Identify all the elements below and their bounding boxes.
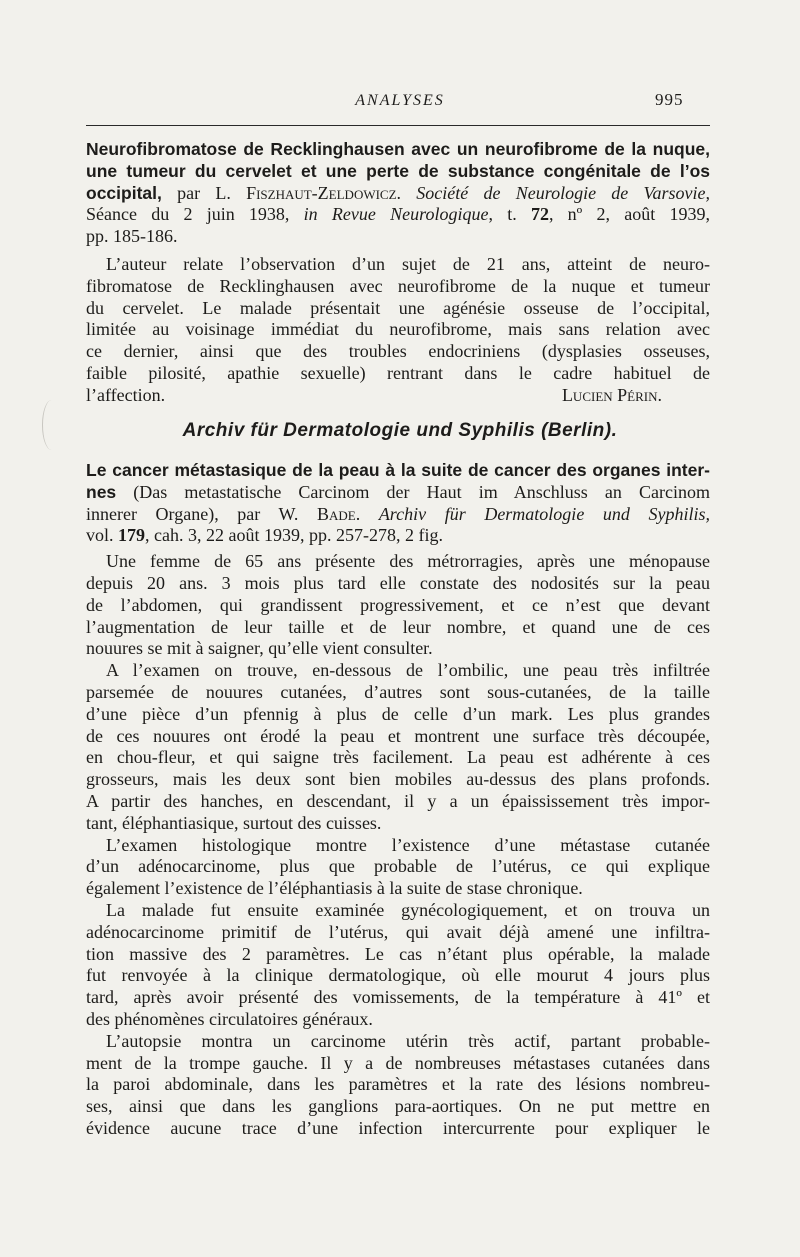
body-line-last	[86, 385, 710, 407]
body-line: limitée au voisinage immédiat du neurofibrome, mais sans relation avec	[86, 319, 710, 340]
body-line: adénocarcinome primitif de l’utérus, qui avait déjà amené une infiltra-	[86, 921, 710, 942]
article-1-title-end: occipital,	[86, 182, 162, 203]
ref-text: Séance du 2 juin 1938,	[86, 204, 304, 225]
body-line: A l’examen on trouve, en-dessous de l’ombilic, une peau très infiltrée	[106, 660, 710, 681]
article-2-journal: Archiv für Dermatologie und Syphilis,	[378, 503, 710, 524]
body-line: de ces nouures ont érodé la peau et montrent une surface très découpée,	[86, 725, 710, 746]
ref-text: vol.	[86, 525, 119, 546]
body-line: parsemée de nouures cutanées, d’autres sont sous-cutanées, de la taille	[86, 681, 710, 702]
body-line: ses, ainsi que dans les ganglions para-aortiques. On ne put mettre en	[86, 1096, 710, 1117]
body-line: évidence aucune trace d’une infection intercurrente pour expliquer le	[86, 1117, 710, 1138]
running-header-title: ANALYSES	[355, 92, 445, 109]
article-2-volume: 179	[118, 525, 146, 546]
author-signature: Lucien Périn.	[561, 384, 662, 405]
article-2-author: Bade	[316, 503, 356, 524]
body-line-last: également l’existence de l’éléphantiasis à la suite de stase chronique.	[86, 878, 583, 899]
body-line: La malade fut ensuite examinée gynécologiquement, et on trouva un	[106, 899, 710, 920]
article-2-reference-line	[86, 525, 710, 547]
body-line: fut renvoyée à la clinique dermatologique, où elle mourut 4 jours plus	[86, 965, 710, 986]
ref-text: .	[396, 182, 417, 203]
body-line: en chou-fleur, et qui saigne très facilement. La peau est adhérente à ces	[86, 747, 710, 768]
article-2	[86, 460, 710, 1140]
article-1-reference-line	[86, 204, 710, 226]
body-line: A partir des hanches, en descendant, il y a un épaississement très impor-	[86, 790, 710, 811]
page-number: 995	[655, 90, 684, 109]
body-line: d’un adénocarcinome, plus que probable de l’utérus, ce qui explique	[86, 856, 710, 877]
body-line: la paroi abdominale, dans les paramètres et la rate des lésions nombreu-	[86, 1074, 710, 1095]
body-line-last: nouures se mit à saigner, qu’elle vient consulter.	[86, 638, 433, 659]
article-1-body	[86, 254, 710, 407]
body-text: l’affection.	[86, 384, 166, 405]
ref-text: par L.	[161, 182, 247, 203]
ref-text: (Das metastatische Carcinom der Haut im Anschluss an Carcinom	[116, 481, 710, 502]
body-line: ment de la trompe gauche. Il y a de nombreuses métastases cutanées dans	[86, 1052, 710, 1073]
body-line: L’auteur relate l’observation d’un sujet de 21 ans, atteint de neuro-	[106, 253, 710, 274]
article-1-journal: in Revue Neurologique	[303, 204, 489, 225]
article-1-title-line: Neurofibromatose de Recklinghausen avec un neurofibrome de la nuque,	[86, 139, 710, 159]
ref-text: innerer Organe), par W.	[86, 503, 317, 524]
article-2-title-end: nes	[86, 481, 117, 502]
article-2-title-line: Le cancer métastasique de la peau à la suite de cancer des organes inter-	[86, 460, 710, 480]
body-line: L’examen histologique montre l’existence d’une métastase cutanée	[106, 834, 710, 855]
body-line: L’autopsie montra un carcinome utérin très actif, partant probable-	[106, 1030, 710, 1051]
body-line: depuis 20 ans. 3 mois plus tard elle constate des nodosités sur la peau	[86, 572, 710, 593]
ref-text: , t.	[488, 204, 531, 225]
ref-text: , nº 2, août 1939,	[548, 204, 710, 225]
body-line: de l’abdomen, qui grandissent progressivement, et ce n’est que devant	[86, 594, 710, 615]
article-2-reference-line	[86, 504, 710, 526]
body-line-last: des phénomènes circulatoires généraux.	[86, 1008, 373, 1029]
article-1-title-line: une tumeur du cervelet et une perte de substance congénitale de l’os	[86, 160, 710, 181]
body-line: d’une pièce d’un pfennig à plus de celle d’un mark. Les plus grandes	[86, 703, 710, 724]
body-line: l’augmentation de leur taille et de leur nombre, et quand une de ces	[86, 616, 710, 637]
journal-heading: Archiv für Dermatologie und Syphilis (Berlin).	[182, 420, 618, 441]
body-line: tion massive des 2 paramètres. Le cas n’étant plus opérable, la malade	[86, 943, 710, 964]
article-1-reference-line	[86, 183, 710, 205]
article-2-reference-line	[86, 482, 710, 504]
body-line: Une femme de 65 ans présente des métrorragies, après une ménopause	[106, 551, 710, 572]
body-line: tard, après avoir présenté des vomissements, de la température à 41º et	[86, 987, 710, 1008]
body-line: du cervelet. Le malade présentait une agénésie osseuse de l’occipital,	[86, 297, 710, 318]
article-1-author: Fiszhaut-Zeldowicz	[246, 182, 397, 203]
article-1	[86, 139, 710, 407]
header-rule	[86, 125, 710, 126]
body-line: fibromatose de Recklinghausen avec neurofibrome de la nuque et tumeur	[86, 275, 710, 296]
article-1-reference-line: pp. 185-186.	[86, 226, 178, 247]
body-line: faible pilosité, apathie sexuelle) rentrant dans le cadre habituel de	[86, 362, 710, 383]
body-line: grosseurs, mais les deux sont bien mobiles au-dessus des plans profonds.	[86, 769, 710, 790]
article-1-volume: 72	[530, 204, 549, 225]
body-line-last: tant, éléphantiasique, surtout des cuisses.	[86, 812, 382, 833]
ref-text: .	[355, 503, 379, 524]
ref-text: , cah. 3, 22 août 1939, pp. 257-278, 2 fig.	[145, 525, 443, 546]
article-2-body	[86, 551, 710, 1140]
article-1-society: Société de Neurologie de Varsovie,	[416, 182, 711, 203]
body-line: ce dernier, ainsi que des troubles endocriniens (dysplasies osseuses,	[86, 341, 710, 362]
